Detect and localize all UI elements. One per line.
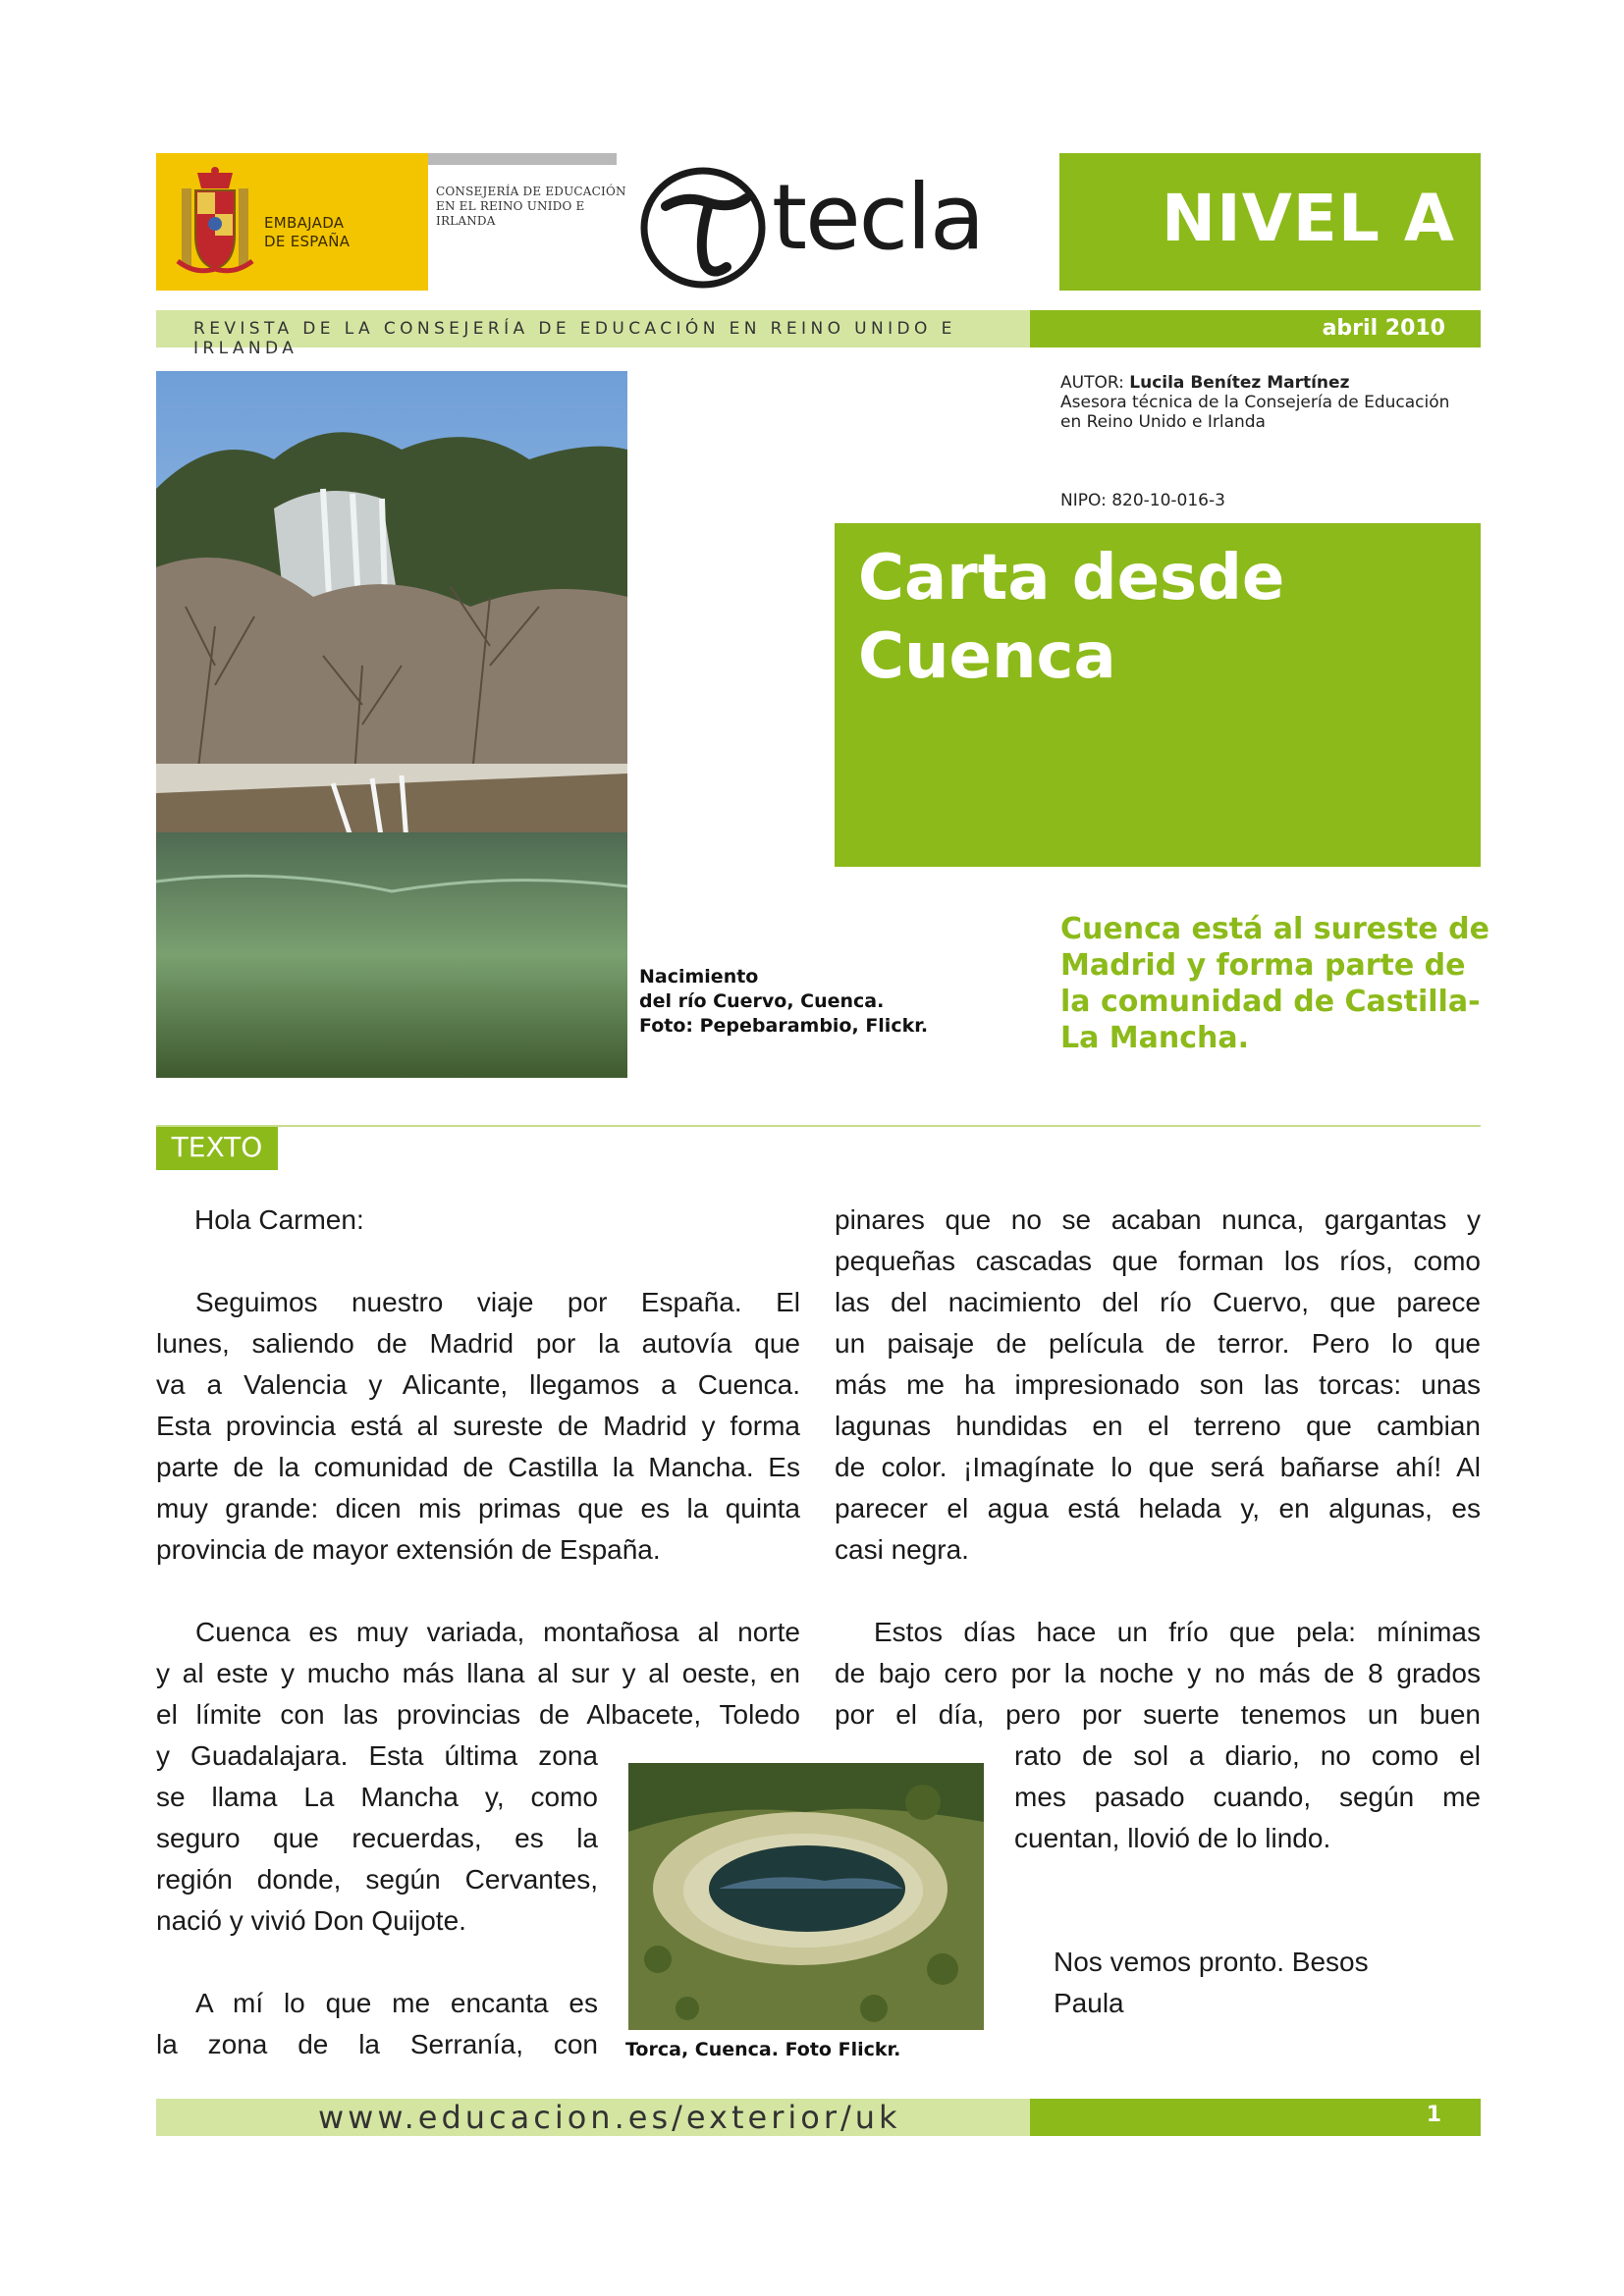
issue-date: abril 2010	[1322, 316, 1445, 341]
consejeria-name: CONSEJERÍA DE EDUCACIÓN EN EL REINO UNIDO E IRLANDA	[436, 185, 626, 228]
tecla-t-icon	[636, 155, 774, 293]
letter-signature: Paula	[1054, 1988, 1124, 2018]
author-role-2: en Reino Unido e Irlanda	[1060, 412, 1266, 432]
paragraph-5-wrap: rato de sol a diario, no como el mes pasado cuando, según me cuentan, llovió de lo lindo.	[1014, 1740, 1481, 1853]
paragraph-2-wrap: y Guadalajara. Esta última zona se llama La Mancha y, como seguro que recuerdas, es la región donde, según Cervantes, nació y vivió Don Quijote.	[156, 1740, 598, 1936]
torca-caption: Torca, Cuenca. Foto Flickr.	[625, 2039, 901, 2060]
photo-caption: Nacimiento del río Cuervo, Cuenca. Foto: Pepebarambio, Flickr.	[639, 966, 929, 1037]
emblem-text: EMBAJADA DE ESPAÑA	[264, 214, 351, 250]
letter-greeting: Hola Carmen:	[194, 1204, 364, 1235]
page-number: 1	[1426, 2103, 1441, 2127]
nipo-code: NIPO: 820-10-016-3	[1060, 491, 1225, 510]
paragraph-3: A mí lo que me encanta es la zona de la Serranía, con	[156, 1988, 598, 2059]
article-title: Carta desde Cuenca	[858, 542, 1285, 693]
section-label: TEXTO	[156, 1127, 278, 1170]
coat-of-arms-icon	[176, 167, 254, 277]
footer-page-bar	[1030, 2099, 1481, 2136]
author-role: Asesora técnica de la Consejería de Educación	[1060, 393, 1450, 412]
author-name: Lucila Benítez Martínez	[1129, 373, 1350, 393]
revista-title: REVISTA DE LA CONSEJERÍA DE EDUCACIÓN EN REINO UNIDO E IRLANDA	[193, 319, 956, 358]
footer-url[interactable]: www.educacion.es/exterior/uk	[318, 2099, 901, 2136]
tecla-logo	[636, 155, 1009, 293]
level-label: NIVEL A	[1161, 181, 1455, 256]
level-badge	[1059, 153, 1481, 291]
letter-closing: Nos vemos pronto. Besos Paula	[1054, 1942, 1369, 2024]
tecla-wordmark: tecla	[772, 165, 984, 270]
paragraph-1: Seguimos nuestro viaje por España. El lunes, saliendo de Madrid por la autovía que va a Valencia y Alicante, llegamos a Cuenca. Esta provincia está al sureste de Madrid y forma parte de la comunidad de Castilla la Mancha. Es muy grande: dicen mis primas que es la quinta provincia de mayor extensión de España.	[156, 1287, 800, 1565]
header-divider	[428, 153, 617, 165]
footer-bar	[156, 2099, 1030, 2136]
paragraph-4: pinares que no se acaban nunca, gargantas y pequeñas cascadas que forman los ríos, como las del nacimiento del río Cuervo, que parece un paisaje de película de terror. Pero lo que más me ha impresionado son las torcas: unas lagunas hundidas en el terreno que cambian de color. ¡Imagínate lo que será bañarse ahí! Al parecer el agua está helada y, en algunas, es casi negra.	[835, 1204, 1481, 1565]
author-info	[1060, 373, 1449, 432]
rio-cuervo-photo	[156, 371, 627, 1078]
section-divider	[156, 1125, 1481, 1127]
torca-photo	[628, 1763, 984, 2030]
embajada-logo	[156, 153, 428, 291]
paragraph-5: Estos días hace un frío que pela: mínimas de bajo cero por la noche y no más de 8 grados por el día, pero por suerte tenemos un buen	[835, 1617, 1481, 1730]
paragraph-2: Cuenca es muy variada, montañosa al norte y al este y mucho más llana al sur y al oeste, en el límite con las provincias de Albacete, Toledo	[156, 1617, 800, 1730]
date-bar	[1030, 310, 1481, 347]
revista-bar	[156, 310, 1030, 358]
title-box	[835, 523, 1481, 867]
article-subtitle: Cuenca está al sureste de Madrid y forma parte de la comunidad de Castilla-La Mancha.	[1060, 912, 1489, 1055]
author-label: AUTOR:	[1060, 373, 1124, 393]
